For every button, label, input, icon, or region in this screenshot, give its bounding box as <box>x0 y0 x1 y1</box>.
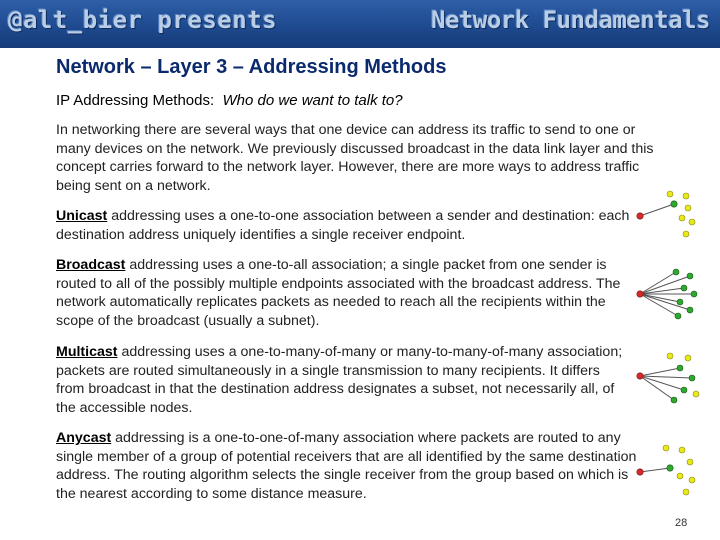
unicast-paragraph <box>56 207 646 244</box>
slide-subtitle <box>56 92 403 109</box>
anycast-description: addressing is a one-to-one-of-many association where packets are routed to any single member of a group of potential receivers that are all identified by the same destination address. The routing algorithm selects the single receiver from the group based on which is the nearest according to some distance measure. <box>56 430 637 502</box>
subtitle-lead: IP Addressing Methods: <box>56 92 215 109</box>
presenter-brand: @alt_bier presents <box>8 6 278 34</box>
course-topic: Network Fundamentals <box>431 6 710 34</box>
broadcast-term: Broadcast <box>56 257 126 273</box>
unicast-description: addressing uses a one-to-one association between a sender and destination: each destination address uniquely identifies a single receiver endpoint. <box>56 208 630 243</box>
anycast-paragraph <box>56 429 651 503</box>
broadcast-description: addressing uses a one-to-all association; a single packet from one sender is routed to all of the possibly multiple endpoints associated with the broadcast address. The network automatically replicates packets as needed to reach all the recipients within the scope of the broadcast (usually a subnet). <box>56 257 621 329</box>
multicast-diagram <box>630 350 705 412</box>
header-banner <box>0 0 720 48</box>
broadcast-diagram <box>630 264 705 326</box>
multicast-paragraph <box>56 343 626 417</box>
slide-title: Network – Layer 3 – Addressing Methods <box>56 56 447 78</box>
multicast-description: addressing uses a one-to-many-of-many or many-to-many-of-many association; packets are routed simultaneously in a single transmission to many recipients. It differs from broadcast in that the destination address designates a subset, not necessarily all, of the accessible nodes. <box>56 344 623 416</box>
intro-paragraph: In networking there are several ways that one device can address its traffic to send to one or many devices on the network. We previously discussed broadcast in the data link layer and this concept carries forward to the network layer. However, there are more ways to address traffic being sent on a network. <box>56 122 654 194</box>
unicast-term: Unicast <box>56 208 108 224</box>
multicast-term: Multicast <box>56 344 118 360</box>
page-number: 28 <box>675 517 688 529</box>
subtitle-question: Who do we want to talk to? <box>222 92 403 109</box>
anycast-term: Anycast <box>56 430 112 446</box>
unicast-diagram <box>630 188 705 246</box>
anycast-diagram <box>630 440 705 498</box>
broadcast-paragraph <box>56 256 621 330</box>
